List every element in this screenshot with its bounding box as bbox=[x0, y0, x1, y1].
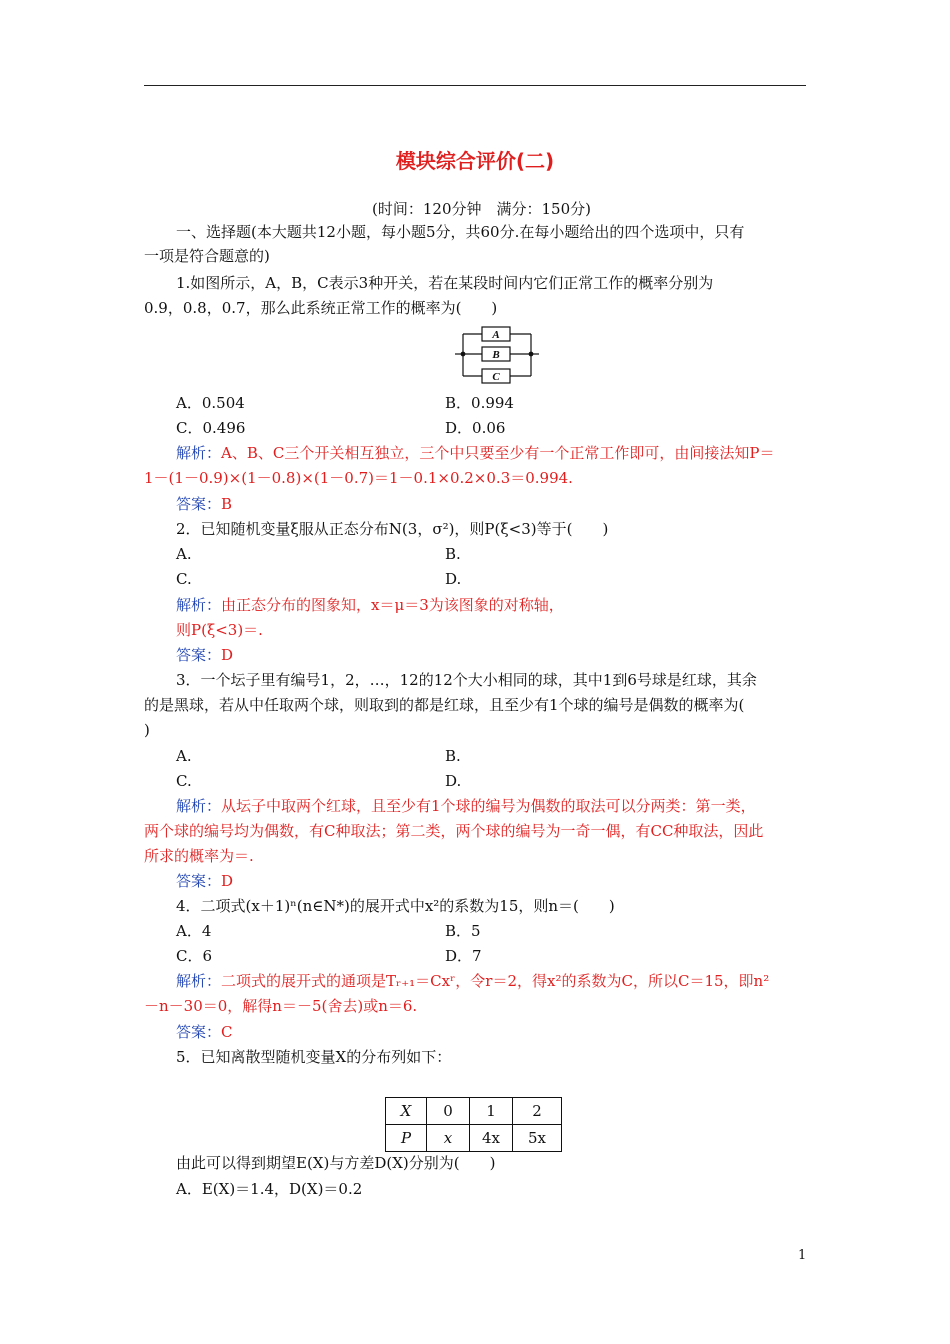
q2-analysis-line2: 则P(ξ<3)＝. bbox=[176, 621, 263, 639]
q4-answer: 答案：C bbox=[176, 1023, 233, 1041]
q3-option-d: D. bbox=[445, 772, 462, 790]
q1-option-c: C．0.496 bbox=[176, 419, 246, 437]
switch-b-label: B bbox=[492, 349, 500, 361]
analysis-label: 解析： bbox=[176, 444, 222, 462]
q3-answer: 答案：D bbox=[176, 872, 234, 890]
q4-option-a: A．4 bbox=[176, 922, 212, 940]
table-cell: 5x bbox=[513, 1125, 562, 1152]
q4-analysis-line2: －n－30＝0，解得n＝－5(舍去)或n＝6. bbox=[144, 997, 418, 1015]
q2-option-c: C. bbox=[176, 570, 192, 588]
table-cell: 2 bbox=[513, 1098, 562, 1125]
q3-stem-line3: ) bbox=[144, 721, 150, 739]
q1-stem-line1: 1.如图所示，A，B，C表示3种开关，若在某段时间内它们正常工作的概率分别为 bbox=[176, 274, 714, 292]
q4-option-c: C．6 bbox=[176, 947, 213, 965]
q1-analysis-line2: 1－(1－0.9)×(1－0.8)×(1－0.7)＝1－0.1×0.2×0.3＝0.994. bbox=[144, 469, 573, 487]
section-header-line1: 一、选择题(本大题共12小题，每小题5分，共60分.在每小题给出的四个选项中，只有 bbox=[176, 223, 745, 241]
q2-answer: 答案：D bbox=[176, 646, 234, 664]
table-cell: 4x bbox=[470, 1125, 513, 1152]
q5-follow: 由此可以得到期望E(X)与方差D(X)分别为( ) bbox=[176, 1154, 496, 1172]
q3-stem-line2: 的是黑球，若从中任取两个球，则取到的都是红球，且至少有1个球的编号是偶数的概率为( bbox=[144, 696, 745, 714]
q3-stem-line1: 3．一个坛子里有编号1，2，…，12的12个大小相同的球，其中1到6号球是红球，其余 bbox=[176, 671, 757, 689]
table-row bbox=[386, 1125, 562, 1152]
table-cell: x bbox=[427, 1125, 470, 1152]
q1-answer: 答案：B bbox=[176, 495, 233, 513]
circuit-diagram bbox=[455, 322, 539, 386]
q1-stem-line2: 0.9，0.8，0.7，那么此系统正常工作的概率为( ) bbox=[144, 299, 498, 317]
distribution-table bbox=[385, 1097, 562, 1152]
q3-option-a: A. bbox=[176, 747, 192, 765]
header-rule bbox=[144, 85, 806, 86]
q3-analysis-line1: 解析：从坛子中取两个红球，且至少有1个球的编号为偶数的取法可以分两类：第一类， bbox=[176, 797, 756, 815]
q1-analysis-line1: 解析：A、B、C三个开关相互独立，三个中只要至少有一个正常工作即可，由间接法知P＝ bbox=[176, 444, 775, 462]
exam-meta: (时间：120分钟 满分：150分) bbox=[372, 200, 591, 218]
switch-a-label: A bbox=[492, 329, 500, 341]
section-header-line2: 一项是符合题意的) bbox=[144, 247, 270, 265]
table-cell: 1 bbox=[470, 1098, 513, 1125]
q2-option-b: B. bbox=[445, 545, 461, 563]
q1-option-d: D．0.06 bbox=[445, 419, 506, 437]
q4-stem: 4．二项式(x＋1)ⁿ(n∈N*)的展开式中x²的系数为15，则n＝( ) bbox=[176, 897, 615, 915]
q4-option-d: D．7 bbox=[445, 947, 482, 965]
q3-option-b: B. bbox=[445, 747, 461, 765]
table-row bbox=[386, 1098, 562, 1125]
q4-option-b: B．5 bbox=[445, 922, 481, 940]
q2-option-d: D. bbox=[445, 570, 462, 588]
q5-option-a: A．E(X)＝1.4，D(X)＝0.2 bbox=[176, 1180, 363, 1198]
q2-analysis-line1: 解析：由正态分布的图象知，x＝μ＝3为该图象的对称轴， bbox=[176, 596, 564, 614]
table-cell: 0 bbox=[427, 1098, 470, 1125]
page-title: 模块综合评价(二) bbox=[395, 149, 555, 173]
switch-c-label: C bbox=[492, 371, 500, 383]
q1-option-a: A．0.504 bbox=[176, 394, 245, 412]
q3-analysis-line2: 两个球的编号均为偶数，有C种取法；第二类，两个球的编号为一奇一偶，有CC种取法，因此 bbox=[144, 822, 764, 840]
q1-option-b: B．0.994 bbox=[445, 394, 514, 412]
q4-analysis-line1: 解析：二项式的展开式的通项是Tᵣ₊₁＝Cxʳ，令r＝2，得x²的系数为C，所以C＝15，即n² bbox=[176, 972, 770, 990]
q5-stem: 5．已知离散型随机变量X的分布列如下： bbox=[176, 1048, 452, 1066]
q3-analysis-line3: 所求的概率为＝. bbox=[144, 847, 254, 865]
table-cell: P bbox=[386, 1125, 427, 1152]
table-cell: X bbox=[386, 1098, 427, 1125]
page-number: 1 bbox=[798, 1248, 807, 1263]
q2-option-a: A. bbox=[176, 545, 192, 563]
q3-option-c: C. bbox=[176, 772, 192, 790]
q2-stem: 2．已知随机变量ξ服从正态分布N(3，σ²)，则P(ξ<3)等于( ) bbox=[176, 520, 609, 538]
